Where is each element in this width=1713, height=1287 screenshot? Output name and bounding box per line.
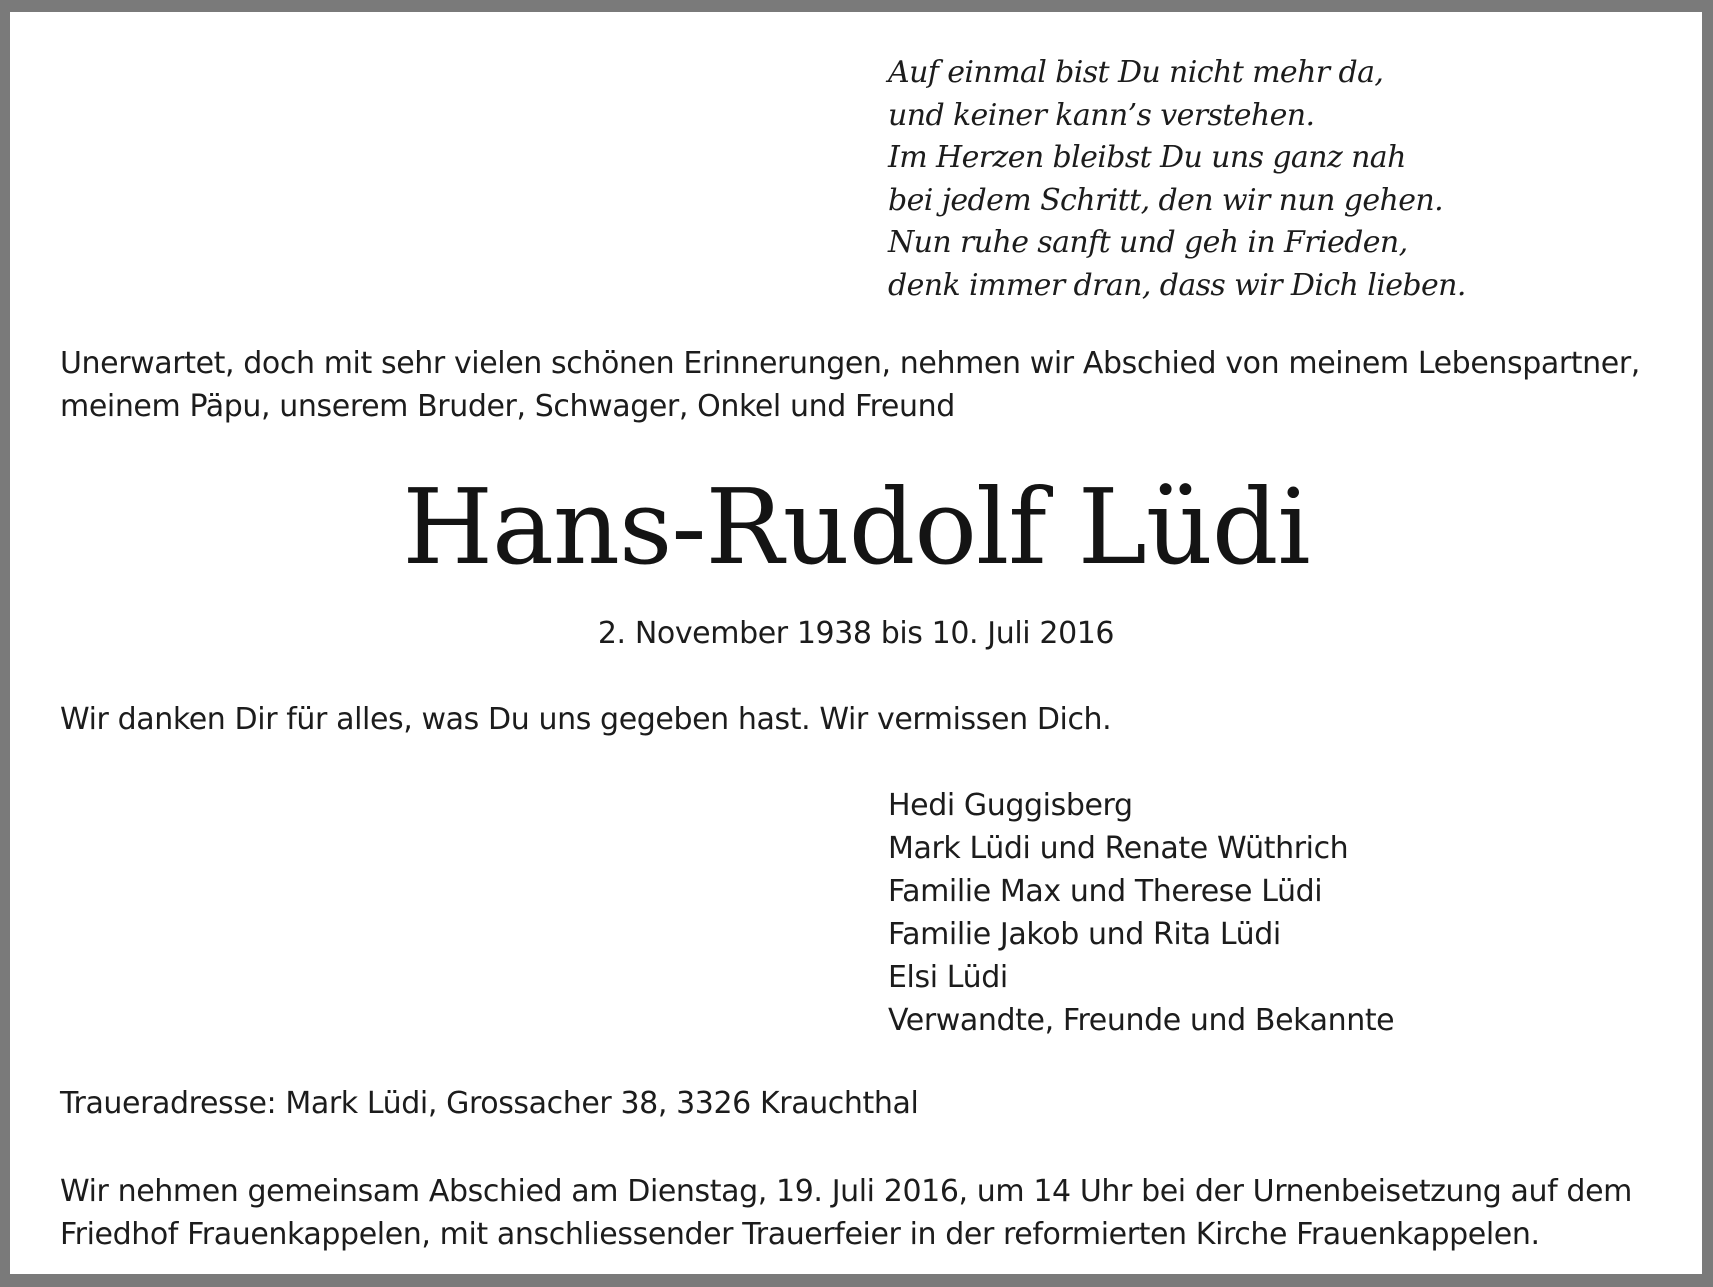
deceased-name: Hans-Rudolf Lüdi	[402, 466, 1310, 588]
intro-text	[60, 342, 1680, 428]
mourning-address: Traueradresse: Mark Lüdi, Grossacher 38, 3326 Krauchthal	[60, 1086, 919, 1121]
ceremony-info	[60, 1170, 1632, 1256]
mourner-entry: Hedi Guggisberg	[888, 788, 1133, 823]
intro-line: Unerwartet, doch mit sehr vielen schönen Erinnerungen, nehmen wir Abschied von meinem Lebenspartner,	[60, 346, 1640, 381]
poem-line: bei jedem Schritt, den wir nun gehen.	[888, 182, 1444, 218]
memorial-poem	[888, 52, 1466, 307]
obituary-notice	[10, 12, 1702, 1274]
poem-line: denk immer dran, dass wir Dich lieben.	[888, 267, 1466, 303]
poem-line: Auf einmal bist Du nicht mehr da,	[888, 55, 1384, 90]
mourner-entry: Mark Lüdi und Renate Wüthrich	[888, 831, 1349, 866]
mourner-entry: Verwandte, Freunde und Bekannte	[888, 1003, 1395, 1038]
mourner-entry: Familie Jakob und Rita Lüdi	[888, 917, 1281, 952]
poem-line: Nun ruhe sanft und geh in Frieden,	[888, 225, 1408, 260]
poem-line: Im Herzen bleibst Du uns ganz nah	[888, 140, 1406, 175]
ceremony-line: Wir nehmen gemeinsam Abschied am Dienstag, 19. Juli 2016, um 14 Uhr bei der Urnenbeisetzung auf dem	[60, 1174, 1632, 1209]
intro-line: meinem Päpu, unserem Bruder, Schwager, Onkel und Freund	[60, 389, 955, 424]
mourner-entry: Familie Max und Therese Lüdi	[888, 874, 1323, 909]
life-dates: 2. November 1938 bis 10. Juli 2016	[597, 616, 1115, 651]
mourners-list	[888, 784, 1394, 1042]
ceremony-line: Friedhof Frauenkappelen, mit anschliessender Trauerfeier in der reformierten Kirche Frauenkappelen.	[60, 1217, 1540, 1252]
thanks-text: Wir danken Dir für alles, was Du uns gegeben hast. Wir vermissen Dich.	[60, 702, 1112, 737]
poem-line: und keiner kann’s verstehen.	[888, 97, 1315, 133]
mourner-entry: Elsi Lüdi	[888, 960, 1008, 995]
